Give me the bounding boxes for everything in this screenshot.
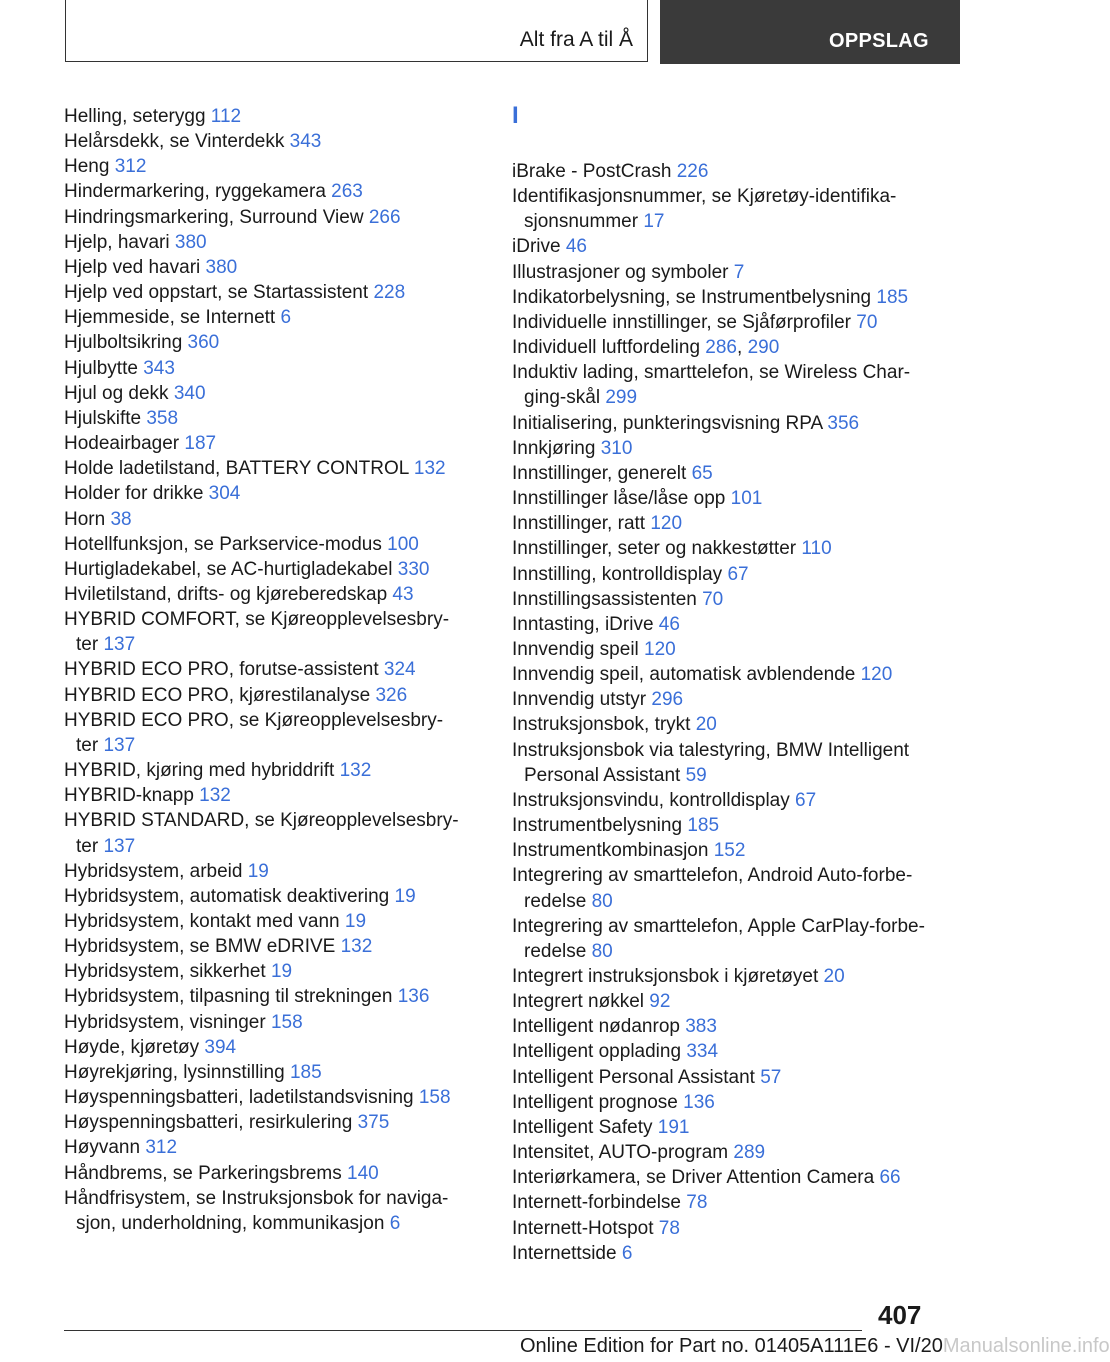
index-page-link[interactable]: 343 [143, 357, 175, 379]
index-entry-text: Instrumentbelysning [512, 815, 688, 837]
index-page-link[interactable]: 59 [685, 764, 707, 786]
index-page-link[interactable]: 226 [676, 161, 709, 182]
index-page-separator: , [737, 337, 748, 359]
index-page-link[interactable]: 43 [392, 583, 414, 605]
index-entry-line [64, 683, 484, 708]
index-entry-line [64, 507, 484, 532]
page-number: 407 [878, 1300, 922, 1330]
index-entry-text: Hjulboltsikring [64, 332, 188, 354]
index-entry-text: redelse [524, 890, 592, 912]
index-entry-line [512, 285, 952, 310]
index-entry-line [64, 532, 484, 557]
index-page-link[interactable]: 330 [397, 558, 430, 580]
footer-edition: Online Edition for Part no. 01405A111E6 - VI/20 [520, 1335, 943, 1357]
index-entry-line [512, 838, 952, 863]
index-page-link[interactable]: 286 [705, 337, 737, 359]
index-entry-line [64, 1010, 484, 1035]
index-entry-line [64, 456, 484, 481]
index-entry-line [512, 360, 952, 385]
index-entry-line [512, 637, 952, 662]
index-entry-line [64, 431, 484, 456]
index-page-link[interactable]: 187 [184, 433, 217, 455]
index-entry-line [64, 708, 484, 733]
index-entry-line [512, 184, 952, 209]
index-page-link[interactable]: 78 [658, 1217, 680, 1239]
index-page-link[interactable]: 360 [187, 332, 220, 354]
index-entry-text: Hybridsystem, visninger [64, 1011, 271, 1033]
index-entry-line [64, 607, 484, 632]
index-page-link[interactable]: 137 [103, 835, 136, 857]
index-page-link[interactable]: 20 [695, 714, 717, 736]
index-entry-line [64, 1085, 484, 1110]
index-entry-line [512, 1216, 952, 1241]
index-entry-text: Heng [64, 156, 115, 178]
index-entry-text: Instruksjonsbok, trykt [512, 714, 696, 736]
index-entry-line [512, 1190, 952, 1215]
index-entry-text: HYBRID STANDARD, se Kjøreopplevelsesbry- [64, 810, 459, 832]
index-page-link[interactable]: 290 [747, 337, 780, 359]
index-entry-line [64, 557, 484, 582]
index-entry-line [512, 159, 952, 184]
index-entry-text: Høyvann [64, 1137, 146, 1159]
index-entry-line [64, 1135, 484, 1160]
index-page-link[interactable]: 375 [357, 1112, 390, 1134]
index-page-link[interactable]: 380 [205, 256, 238, 278]
index-entry-line [512, 562, 952, 587]
index-entry-text: ter [76, 734, 104, 756]
header-section-box [65, 0, 648, 62]
index-entry-text: Høyrekjøring, lysinnstilling [64, 1061, 290, 1083]
index-entry-text: Integrert instruksjonsbok i kjøretøyet [512, 966, 824, 987]
index-page-link[interactable]: 46 [565, 236, 587, 258]
index-entry-line [512, 461, 952, 486]
index-page-link[interactable]: 185 [289, 1061, 322, 1083]
index-entry-line [512, 385, 952, 410]
index-page-link[interactable]: 324 [383, 659, 416, 681]
index-entry-text: Hjelp ved havari [64, 256, 206, 278]
index-entry-text: HYBRID COMFORT, se Kjøreopplevelsesbry- [64, 609, 450, 631]
index-entry-line [512, 411, 952, 436]
index-entry-line [64, 230, 484, 255]
index-entry-text: Intelligent nødanrop [512, 1016, 686, 1038]
index-entry-line [64, 179, 484, 204]
index-page-link[interactable]: 70 [702, 588, 724, 610]
index-entry-line [512, 1115, 952, 1140]
footer-divider [64, 1330, 862, 1331]
index-page-link[interactable]: 132 [199, 785, 231, 807]
index-entry-line [64, 305, 484, 330]
index-page-link[interactable]: 70 [856, 311, 878, 333]
index-entry-text: Hotellfunksjon, se Parkservice-modus [64, 533, 388, 555]
index-page-link[interactable]: 326 [375, 684, 408, 706]
index-entry-line [64, 280, 484, 305]
index-page-link[interactable]: 20 [823, 966, 845, 987]
index-entry-line [64, 758, 484, 783]
index-page-link[interactable]: 80 [591, 890, 613, 912]
index-page-link[interactable]: 67 [795, 789, 817, 811]
index-page-link[interactable]: 304 [208, 483, 241, 505]
index-entry-line [512, 989, 952, 1014]
index-entry-text: Internett-forbindelse [512, 1192, 687, 1214]
index-entry-line [512, 1065, 952, 1090]
index-entry-text: iBrake - PostCrash [512, 161, 677, 182]
index-page-link[interactable]: 343 [289, 131, 322, 153]
index-entries-right [512, 159, 952, 1266]
index-entry-line [512, 939, 952, 964]
index-page-link[interactable]: 266 [368, 206, 401, 228]
index-page-link[interactable]: 6 [389, 1212, 401, 1234]
index-page-link[interactable]: 140 [347, 1162, 379, 1184]
index-entry-line [512, 436, 952, 461]
index-entry-text: Holde ladetilstand, BATTERY CONTROL [64, 458, 414, 480]
index-entry-line [512, 612, 952, 637]
index-entry-text: Innstillinger, seter og nakkestøtter [512, 538, 802, 560]
index-page-link[interactable]: 112 [210, 106, 242, 127]
index-page-link[interactable]: 132 [340, 936, 373, 958]
header-section-title: Alt fra A til Å [519, 28, 633, 51]
index-page-link[interactable]: 394 [204, 1036, 237, 1058]
index-page-link[interactable]: 340 [173, 382, 206, 404]
index-page-link[interactable]: 228 [373, 282, 406, 304]
index-entry-line [512, 863, 952, 888]
index-entry-text: Høyde, kjøretøy [64, 1036, 205, 1058]
index-entry-line [64, 1060, 484, 1085]
footer [520, 1335, 1110, 1358]
index-entry-line [64, 205, 484, 230]
index-entry-text: sjon, underholdning, kommunikasjon [76, 1212, 390, 1234]
index-entry-text: Innvendig utstyr [512, 689, 652, 711]
index-entry-line [64, 859, 484, 884]
index-column-right [512, 104, 952, 1266]
index-entry-text: Innvendig speil [512, 638, 645, 660]
index-entry-line [512, 486, 952, 511]
header-tab-label: OPPSLAG [829, 30, 929, 52]
index-page-link[interactable]: 299 [605, 387, 638, 409]
index-page-link[interactable]: 46 [658, 613, 680, 635]
index-entry-text: Innstilling, kontrolldisplay [512, 563, 728, 585]
index-entry-text: Holder for drikke [64, 483, 209, 505]
index-entry-line [64, 154, 484, 179]
index-entry-text: Personal Assistant [524, 764, 686, 786]
index-page-link[interactable]: 17 [643, 211, 665, 233]
index-entry-line [512, 1039, 952, 1064]
index-entry-line [512, 1090, 952, 1115]
index-page-link[interactable]: 65 [691, 462, 713, 484]
index-page-link[interactable]: 19 [270, 961, 293, 983]
index-entry-text: Initialisering, punkteringsvisning RPA [512, 412, 828, 434]
index-entry-line [512, 234, 952, 259]
index-page-link[interactable]: 19 [344, 911, 367, 932]
index-page-link[interactable]: 263 [331, 181, 363, 203]
index-entry-text: Hybridsystem, automatisk deaktivering [64, 885, 395, 907]
index-page-link[interactable]: 101 [730, 488, 763, 510]
index-page-link[interactable]: 120 [860, 664, 893, 686]
index-entry-text: ter [76, 634, 104, 656]
index-entry-text: ter [76, 835, 104, 857]
index-entry-line [64, 783, 484, 808]
index-entry-text: Intensitet, AUTO-program [512, 1142, 734, 1164]
index-entry-line [512, 889, 952, 914]
index-entry-text: Helling, seterygg [64, 106, 211, 127]
index-entry-text: Intelligent Safety [512, 1116, 658, 1138]
index-entry-line [64, 959, 484, 984]
index-entry-text: Interiørkamera, se Driver Attention Camera [512, 1167, 880, 1189]
index-entry-text: Innstillingsassistenten [512, 588, 703, 610]
index-entry-text: Helårsdekk, se Vinterdekk [64, 131, 290, 153]
index-entry-text: Illustrasjoner og symboler [512, 261, 734, 283]
index-entry-line [512, 712, 952, 737]
index-entry-line [512, 738, 952, 763]
index-page-link[interactable]: 132 [339, 760, 372, 782]
index-entry-text: ging-skål [524, 387, 606, 409]
index-entry-line [512, 511, 952, 536]
index-entry-text: Innstillinger, generelt [512, 462, 692, 484]
index-entry-line [512, 813, 952, 838]
index-page-link[interactable]: 152 [713, 840, 746, 862]
index-entry-text: HYBRID ECO PRO, se Kjøreopplevelsesbry- [64, 709, 444, 731]
index-entry-text: HYBRID, kjøring med hybriddrift [64, 760, 340, 782]
index-entry-text: Hjemmeside, se Internett [64, 307, 281, 329]
index-entry-line [64, 356, 484, 381]
index-entry-text: Hindringsmarkering, Surround View [64, 206, 369, 228]
index-entry-text: sjonsnummer [524, 211, 644, 233]
index-entry-text: Hjelp, havari [64, 231, 175, 253]
index-page-link[interactable]: 110 [801, 538, 832, 560]
index-entry-line [512, 1241, 952, 1266]
index-page-link[interactable]: 289 [733, 1142, 766, 1164]
index-entry-text: Instruksjonsbok via talestyring, BMW Intelligent [512, 739, 910, 761]
index-entry-text: HYBRID ECO PRO, kjørestilanalyse [64, 684, 376, 706]
index-entry-text: Innstillinger låse/låse opp [512, 488, 731, 510]
index-page-link[interactable]: 191 [657, 1116, 690, 1138]
index-page-link[interactable]: 356 [827, 412, 860, 434]
index-entry-text: Intelligent Personal Assistant [512, 1066, 761, 1088]
index-page-link[interactable]: 57 [760, 1066, 782, 1088]
index-entry-text: Internett-Hotspot [512, 1217, 659, 1239]
index-page-link[interactable]: 7 [733, 261, 745, 283]
index-entry-text: Innvendig speil, automatisk avblendende [512, 664, 861, 686]
index-page-link[interactable]: 136 [683, 1091, 715, 1113]
index-entry-line [64, 582, 484, 607]
index-entry-text: Hjelp ved oppstart, se Startassistent [64, 282, 374, 304]
index-page-link[interactable]: 92 [649, 991, 671, 1013]
index-page-link[interactable]: 158 [270, 1011, 303, 1033]
index-page-link[interactable]: 296 [651, 689, 684, 711]
index-entry-text: HYBRID-knapp [64, 785, 200, 807]
index-entry-line [512, 260, 952, 285]
index-entry-line [512, 310, 952, 335]
index-entry-text: Integrering av smarttelefon, Apple CarPlay-forbe- [512, 915, 925, 937]
index-entry-text: Intelligent prognose [512, 1091, 684, 1113]
index-page-link[interactable]: 100 [387, 533, 419, 555]
index-entry-line [64, 1186, 484, 1211]
index-page-link[interactable]: 120 [644, 638, 676, 660]
index-column-left [64, 104, 484, 1236]
index-entry-text: Håndbrems, se Parkeringsbrems [64, 1162, 347, 1184]
index-entry-text: Innstillinger, ratt [512, 513, 651, 535]
index-entry-text: Internettside [512, 1242, 622, 1264]
index-entry-line [64, 1035, 484, 1060]
index-entry-text: Indikatorbelysning, se Instrumentbelysning [512, 286, 877, 308]
index-entry-text: Horn [64, 508, 111, 530]
index-page-link[interactable]: 137 [103, 634, 136, 656]
index-page-link[interactable]: 312 [114, 156, 147, 178]
index-entry-text: Induktiv lading, smarttelefon, se Wireless Char- [512, 362, 911, 384]
index-entry-text: Håndfrisystem, se Instruksjonsbok for naviga- [64, 1187, 449, 1209]
index-page-link[interactable]: 80 [591, 940, 613, 962]
index-entry-line [64, 934, 484, 959]
footer-watermark: Manualsonline.info [942, 1335, 1110, 1357]
index-entry-text: Individuelle innstillinger, se Sjåførprofiler [512, 311, 857, 333]
index-entry-line [512, 1014, 952, 1039]
index-entry-text: Intelligent opplading [512, 1041, 687, 1063]
index-page-link[interactable]: 185 [876, 286, 909, 308]
index-entry-text: Hybridsystem, tilpasning til strekningen [64, 986, 398, 1008]
index-entry-line [64, 129, 484, 154]
index-entry-text: Identifikasjonsnummer, se Kjøretøy-identifika- [512, 186, 897, 208]
index-page-link[interactable]: 120 [650, 513, 683, 535]
index-page-link[interactable]: 334 [686, 1041, 719, 1063]
index-page-link[interactable]: 78 [686, 1192, 708, 1214]
index-entry-text: Hjul og dekk [64, 382, 174, 404]
index-entry-text: redelse [524, 940, 592, 962]
index-entry-text: Hybridsystem, se BMW eDRIVE [64, 936, 341, 958]
index-page-link[interactable]: 66 [879, 1167, 901, 1189]
index-page-link[interactable]: 383 [685, 1016, 717, 1038]
index-entry-line [64, 657, 484, 682]
index-entry-line [64, 104, 484, 129]
index-entry-text: Inntasting, iDrive [512, 613, 659, 635]
index-entry-line [64, 884, 484, 909]
index-page-link[interactable]: 137 [103, 734, 136, 756]
index-entry-text: Hybridsystem, sikkerhet [64, 961, 271, 983]
index-entry-line [64, 909, 484, 934]
index-entry-line [512, 964, 952, 989]
index-entry-text: Hybridsystem, kontakt med vann [64, 911, 345, 932]
index-page-link[interactable]: 132 [413, 458, 446, 480]
index-entry-line [512, 914, 952, 939]
index-entry-line [64, 381, 484, 406]
index-entry-text: Hindermarkering, ryggekamera [64, 181, 332, 203]
index-entry-text: Integrert nøkkel [512, 991, 650, 1013]
index-page-link[interactable]: 380 [174, 231, 207, 253]
index-entry-text: Hjulbytte [64, 357, 144, 379]
index-entry-line [512, 788, 952, 813]
index-entry-line [64, 330, 484, 355]
index-entry-line [512, 763, 952, 788]
index-page-link[interactable]: 136 [397, 986, 430, 1008]
index-entry-text: Individuell luftfordeling [512, 337, 706, 359]
header-tab[interactable] [660, 0, 960, 64]
index-entry-text: Instrumentkombinasjon [512, 840, 714, 862]
index-entry-line [64, 406, 484, 431]
index-page-link[interactable]: 19 [394, 885, 416, 907]
index-page-link[interactable]: 310 [600, 437, 633, 459]
index-entry-line [512, 209, 952, 234]
index-entry-line [64, 1211, 484, 1236]
index-entry-line [64, 632, 484, 657]
index-entry-line [512, 662, 952, 687]
index-entry-line [64, 1161, 484, 1186]
index-entry-text: Hviletilstand, drifts- og kjøreberedskap [64, 583, 393, 605]
index-entry-text: HYBRID ECO PRO, forutse-assistent [64, 659, 384, 681]
index-entry-line [512, 1165, 952, 1190]
index-entry-line [512, 587, 952, 612]
index-entry-line [64, 834, 484, 859]
index-entry-text: Hurtigladekabel, se AC-hurtigladekabel [64, 558, 398, 580]
index-entry-text: Høyspenningsbatteri, ladetilstandsvisning [64, 1087, 419, 1109]
index-entry-text: Hodeairbager [64, 433, 185, 455]
index-entry-line [64, 808, 484, 833]
index-entry-line [64, 481, 484, 506]
index-entry-text: iDrive [512, 236, 566, 258]
index-entry-line [512, 536, 952, 561]
index-page-link[interactable]: 67 [727, 563, 749, 585]
index-entry-line [64, 984, 484, 1009]
index-page-link[interactable]: 158 [418, 1087, 451, 1109]
index-entry-text: Innkjøring [512, 437, 601, 459]
index-entry-line [512, 335, 952, 360]
index-entry-line [512, 687, 952, 712]
index-page-link[interactable]: 312 [145, 1137, 178, 1159]
index-entry-line [64, 733, 484, 758]
index-entry-text: Hybridsystem, arbeid [64, 860, 248, 882]
index-entry-text: Instruksjonsvindu, kontrolldisplay [512, 789, 796, 811]
index-entry-text: Integrering av smarttelefon, Android Auto-forbe- [512, 865, 913, 887]
index-page-link[interactable]: 358 [146, 407, 179, 429]
index-page-link[interactable]: 6 [280, 307, 292, 329]
index-page-link[interactable]: 6 [621, 1242, 633, 1264]
index-letter-heading: I [512, 102, 519, 129]
index-entry-line [64, 255, 484, 280]
index-entry-text: Hjulskifte [64, 407, 147, 429]
index-page-link[interactable]: 185 [687, 815, 720, 837]
index-entry-text: Høyspenningsbatteri, resirkulering [64, 1112, 358, 1134]
index-page-link[interactable]: 19 [247, 860, 269, 882]
index-entry-line [64, 1110, 484, 1135]
index-page-link[interactable]: 38 [110, 508, 132, 530]
index-entry-line [512, 1140, 952, 1165]
